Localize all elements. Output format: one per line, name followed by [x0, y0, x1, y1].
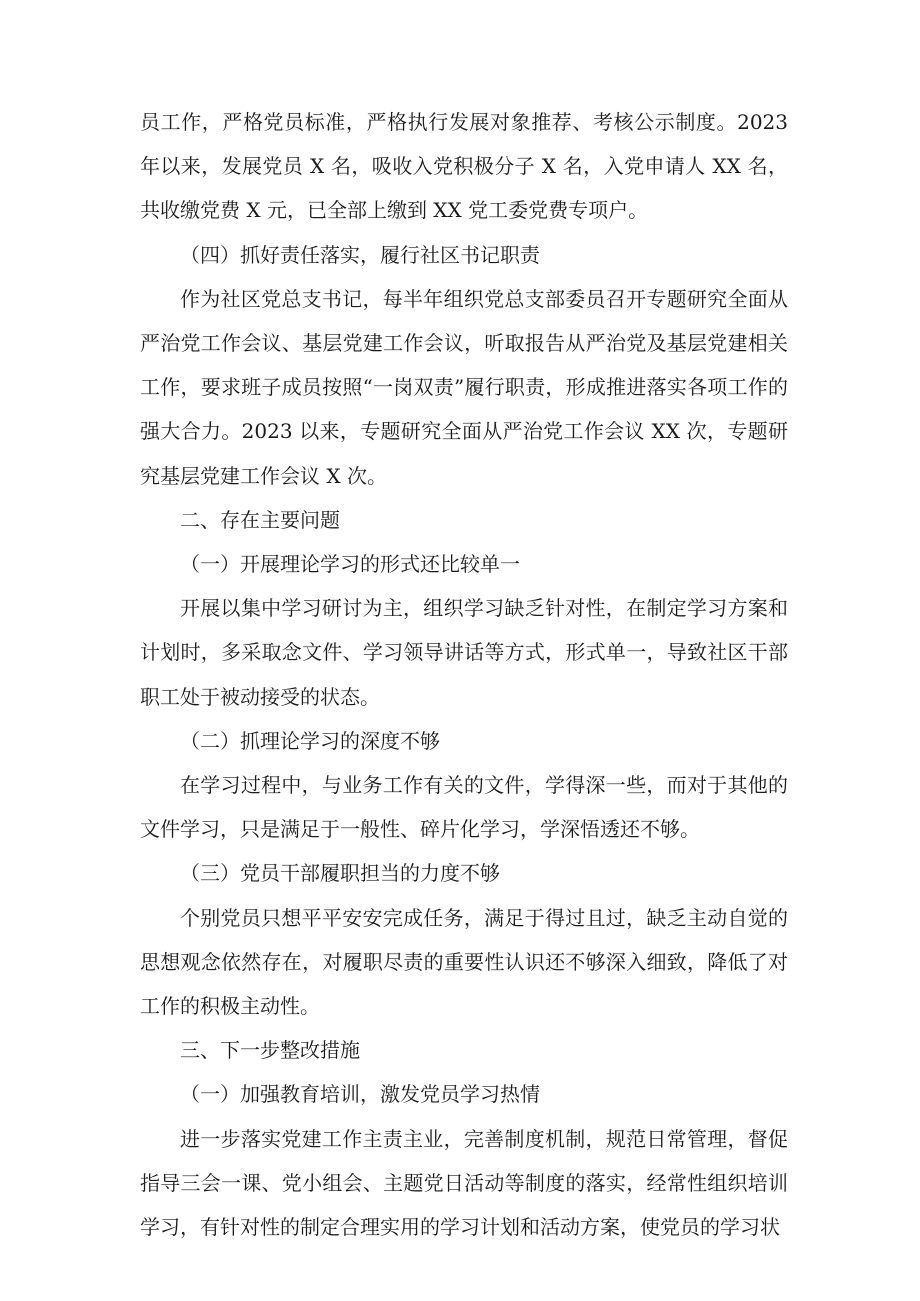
chapter-heading-main-problems: 二、存在主要问题 — [180, 507, 340, 532]
paragraph-duty-performance: 个别党员只想平平安安完成任务，满足于得过且过，缺乏主动自觉的思想观念依然存在，对履职尽责的重要性认识还不够深入细致，降低了对工作的积极主动性。 — [140, 905, 788, 1019]
section-heading-duty-performance: （三）党员干部履职担当的力度不够 — [180, 861, 500, 886]
section-heading-study-depth: （二）抓理论学习的深度不够 — [180, 728, 440, 753]
section-heading-education-training: （一）加强教育培训，激发党员学习热情 — [180, 1082, 540, 1107]
section-heading-responsibility: （四）抓好责任落实，履行社区书记职责 — [180, 242, 540, 267]
section-heading-study-form: （一）开展理论学习的形式还比较单一 — [180, 552, 520, 577]
document-page — [140, 100, 788, 1249]
paragraph-secretary-duties: 作为社区党总支书记，每半年组织党总支部委员召开专题研究全面从严治党工作会议、基层党建工作会议，听取报告从严治党及基层党建相关工作，要求班子成员按照“一岗双责”履行职责，形成推进落实各项工作的强大合力。2023 以来，专题研究全面从严治党工作会议 XX 次，专题研究基层党建工作会议 X 次。 — [140, 286, 788, 488]
paragraph-membership-development: 员工作，严格党员标准，严格执行发展对象推荐、考核公示制度。2023 年以来，发展党员 X 名，吸收入党积极分子 X 名，入党申请人 XX 名，共收缴党费 X 元，已全部上缴到 XX 党工委党费专项户。 — [140, 110, 788, 223]
paragraph-study-form: 开展以集中学习研讨为主，组织学习缺乏针对性，在制定学习方案和计划时，多采取念文件、学习领导讲话等方式，形式单一，导致社区干部职工处于被动接受的状态。 — [140, 596, 788, 709]
paragraph-education-training: 进一步落实党建工作主责主业，完善制度机制，规范日常管理，督促指导三会一课、党小组会、主题党日活动等制度的落实，经常性组织培训学习，有针对性的制定合理实用的学习计划和活动方案，使党员的学习状 — [140, 1126, 788, 1240]
chapter-heading-next-steps: 三、下一步整改措施 — [180, 1038, 360, 1063]
paragraph-study-depth: 在学习过程中，与业务工作有关的文件，学得深一些，而对于其他的文件学习，只是满足于一般性、碎片化学习，学深悟透还不够。 — [140, 773, 788, 842]
